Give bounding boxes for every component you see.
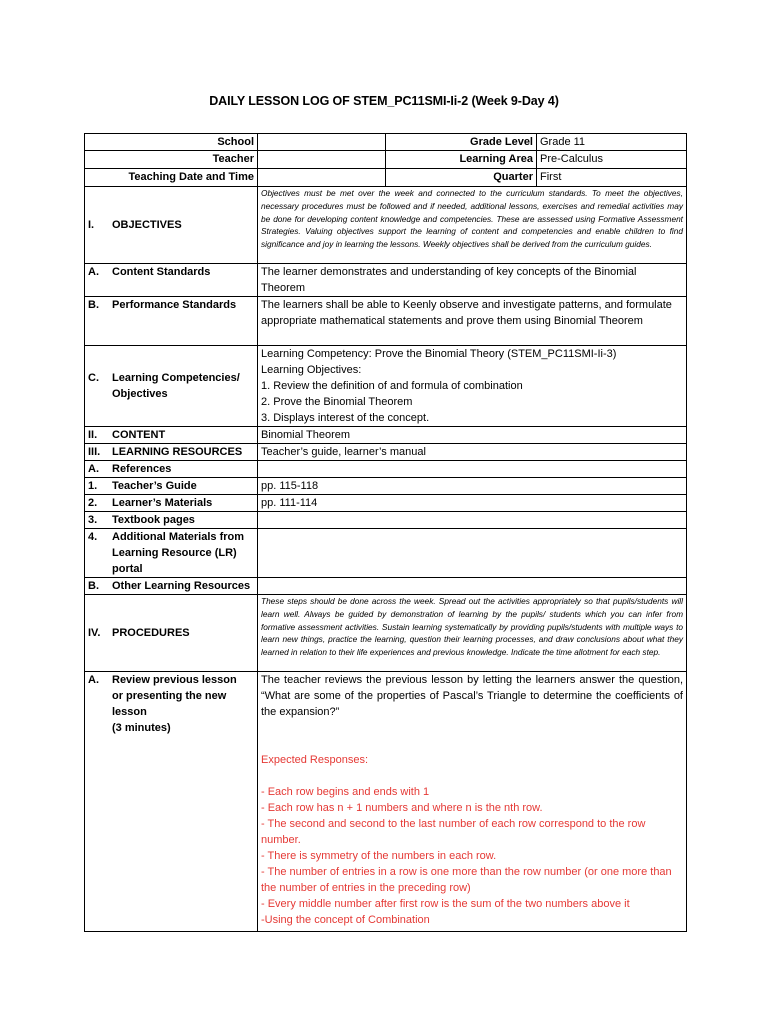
objective-item: 3. Displays interest of the concept. xyxy=(261,412,430,424)
teacher-row xyxy=(85,151,687,169)
procedures-heading xyxy=(85,595,258,672)
additional-materials-value[interactable] xyxy=(258,529,687,578)
additional-materials-label: Additional Materials from Learning Resource (LR) portal xyxy=(112,531,245,575)
school-value[interactable] xyxy=(258,134,386,151)
procedures-note: These steps should be done across the week. Spread out the activities appropriately so that pupils/students will learn well. Always be guided by demonstration of learning by the pupils/ students which you can infer from formative assessment activities. Sustain learning systematically by providing pupils/students with multiple ways to learn new things, practice the learning, question their learning processes, and draw conclusions about what they learned in relation to their life experiences and previous knowledge. Indicate the time allotment for each step. xyxy=(258,595,687,672)
learners-materials-num: 2. xyxy=(88,497,98,509)
content-label: CONTENT xyxy=(112,429,166,441)
response-item: - There is symmetry of the numbers in each row. xyxy=(261,850,497,862)
performance-standards-value: The learners shall be able to Keenly observe and investigate patterns, and formulate appropriate mathematical statements and prove them using Binomial Theorem xyxy=(258,297,687,346)
date-row xyxy=(85,169,687,187)
textbook-value[interactable] xyxy=(258,512,687,529)
content-standards-value: The learner demonstrates and understanding of key concepts of the Binomial Theorem xyxy=(258,264,687,297)
page-title: DAILY LESSON LOG OF STEM_PC11SMI-Ii-2 (Week 9-Day 4) xyxy=(209,94,559,108)
learning-resources-value: Teacher’s guide, learner’s manual xyxy=(258,444,687,461)
response-item: - Each row begins and ends with 1 xyxy=(261,786,430,798)
expected-responses-list xyxy=(261,784,683,928)
additional-materials-num: 4. xyxy=(88,531,98,543)
grade-level-label: Grade Level xyxy=(386,134,537,151)
content-value: Binomial Theorem xyxy=(258,427,687,444)
objective-item: 2. Prove the Binomial Theorem xyxy=(261,396,413,408)
review-heading xyxy=(85,672,258,932)
competencies-row xyxy=(85,346,687,427)
textbook-heading xyxy=(85,512,258,529)
content-num: II. xyxy=(88,429,98,441)
textbook-num: 3. xyxy=(88,514,98,526)
teachers-guide-value: pp. 115-118 xyxy=(258,478,687,495)
school-row xyxy=(85,134,687,151)
objectives-heading xyxy=(85,187,258,264)
other-resources-label: Other Learning Resources xyxy=(112,580,251,592)
school-label: School xyxy=(85,134,258,151)
grade-level-value: Grade 11 xyxy=(537,134,687,151)
response-item: -Using the concept of Combination xyxy=(261,914,430,926)
content-standards-row xyxy=(85,264,687,297)
learners-materials-label: Learner’s Materials xyxy=(112,497,213,509)
review-row xyxy=(85,672,687,932)
textbook-label: Textbook pages xyxy=(112,514,195,526)
content-heading xyxy=(85,427,258,444)
expected-responses-title: Expected Responses: xyxy=(261,754,369,766)
learning-area-value: Pre-Calculus xyxy=(537,151,687,169)
references-row xyxy=(85,461,687,478)
procedures-label: PROCEDURES xyxy=(112,627,190,639)
objectives-row xyxy=(85,187,687,264)
competency-line: Learning Competency: Prove the Binomial Theory (STEM_PC11SMI-Ii-3) xyxy=(261,348,617,360)
response-item: - The second and second to the last number of each row correspond to the row number. xyxy=(261,818,646,846)
content-standards-heading xyxy=(85,264,258,297)
learning-resources-row xyxy=(85,444,687,461)
objective-item: 1. Review the definition of and formula of combination xyxy=(261,380,523,392)
performance-standards-label: Performance Standards xyxy=(112,299,237,311)
competencies-num: C. xyxy=(88,372,99,384)
learning-resources-num: III. xyxy=(88,446,101,458)
quarter-value: First xyxy=(537,169,687,187)
references-num: A. xyxy=(88,463,99,475)
content-row xyxy=(85,427,687,444)
content-standards-num: A. xyxy=(88,266,99,278)
competencies-label: Learning Competencies/ Objectives xyxy=(112,372,240,400)
response-item: - The number of entries in a row is one more than the row number (or one more than the number of entries in the preceding row) xyxy=(261,866,672,894)
quarter-label: Quarter xyxy=(386,169,537,187)
review-num: A. xyxy=(88,674,99,686)
additional-materials-heading xyxy=(85,529,258,578)
procedures-num: IV. xyxy=(88,627,101,639)
review-time: (3 minutes) xyxy=(112,722,171,734)
learners-materials-row xyxy=(85,495,687,512)
teaching-date-value[interactable] xyxy=(258,169,386,187)
teachers-guide-row xyxy=(85,478,687,495)
review-text: The teacher reviews the previous lesson by letting the learners answer the question, “What are some of the properties of Pascal’s Triangle to determine the coefficients of the expansion?” xyxy=(261,674,683,718)
response-item: - Every middle number after first row is the sum of the two numbers above it xyxy=(261,898,630,910)
other-resources-heading xyxy=(85,578,258,595)
objectives-line: Learning Objectives: xyxy=(261,364,362,376)
textbook-row xyxy=(85,512,687,529)
teachers-guide-label: Teacher’s Guide xyxy=(112,480,197,492)
performance-standards-num: B. xyxy=(88,299,99,311)
other-resources-row xyxy=(85,578,687,595)
objectives-num: I. xyxy=(88,219,95,231)
additional-materials-row xyxy=(85,529,687,578)
other-resources-value[interactable] xyxy=(258,578,687,595)
response-item: - Each row has n + 1 numbers and where n is the nth row. xyxy=(261,802,543,814)
competencies-value xyxy=(258,346,687,427)
lesson-log-table xyxy=(84,133,687,932)
content-standards-label: Content Standards xyxy=(112,266,211,278)
learners-materials-heading xyxy=(85,495,258,512)
teaching-date-label: Teaching Date and Time xyxy=(85,169,258,187)
learning-resources-label: LEARNING RESOURCES xyxy=(112,446,243,458)
teacher-label: Teacher xyxy=(85,151,258,169)
performance-standards-row xyxy=(85,297,687,346)
learning-area-label: Learning Area xyxy=(386,151,537,169)
review-label-block xyxy=(112,672,250,736)
objectives-note: Objectives must be met over the week and connected to the curriculum standards. To meet the objectives, necessary procedures must be followed and if needed, additional lessons, exercises and remedial activities may be done for developing content knowledge and competencies. These are assessed using Formative Assessment Strategies. Valuing objectives support the learning of content and competencies and enable children to find significance and joy in learning the lessons. Weekly objectives shall be derived from the curriculum guides. xyxy=(258,187,687,264)
review-value xyxy=(258,672,687,932)
other-resources-num: B. xyxy=(88,580,99,592)
competencies-heading xyxy=(85,346,258,427)
teachers-guide-num: 1. xyxy=(88,480,98,492)
review-label: Review previous lesson or presenting the new lesson xyxy=(112,674,237,718)
references-heading xyxy=(85,461,258,478)
references-value[interactable] xyxy=(258,461,687,478)
teacher-value[interactable] xyxy=(258,151,386,169)
objectives-label: OBJECTIVES xyxy=(112,219,182,231)
learners-materials-value: pp. 111-114 xyxy=(258,495,687,512)
references-label: References xyxy=(112,463,172,475)
performance-standards-heading xyxy=(85,297,258,346)
procedures-row xyxy=(85,595,687,672)
learning-resources-heading xyxy=(85,444,258,461)
teachers-guide-heading xyxy=(85,478,258,495)
